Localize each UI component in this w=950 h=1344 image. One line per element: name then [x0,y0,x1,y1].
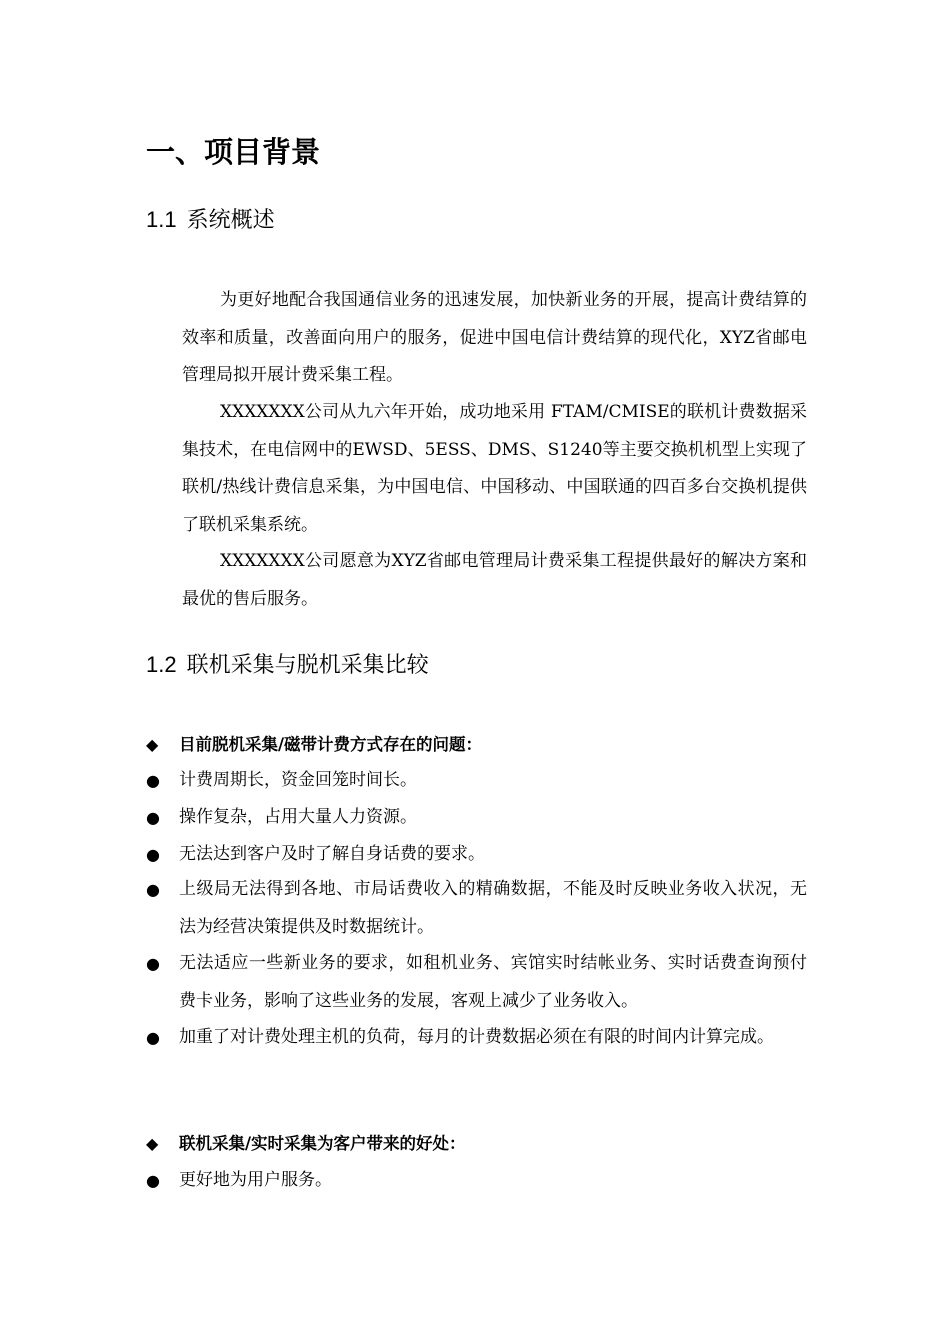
chapter-heading: 一、项目背景 [146,135,321,169]
list-item [146,871,807,946]
list-item [146,945,807,1020]
paragraph-overview-3: XXXXXXX公司愿意为XYZ省邮电管理局计费采集工程提供最好的解决方案和最优的售后服务。 [182,551,807,609]
problems-heading-text: 目前脱机采集/磁带计费方式存在的问题： [179,735,483,754]
problems-heading [146,730,482,760]
paragraph-overview-1: 为更好地配合我国通信业务的迅速发展，加快新业务的开展，提高计费结算的效率和质量，改善面向用户的服务，促进中国电信计费结算的现代化，XYZ省邮电管理局拟开展计费采集工程。 [182,290,807,385]
diamond-bullet-icon: ◆ [146,1134,159,1153]
dot-bullet-icon: ● [146,808,160,827]
list-item [146,1019,807,1057]
dot-bullet-icon: ● [146,954,160,973]
list-item-text: 操作复杂，占用大量人力资源。 [179,807,417,827]
paragraph-overview-2: XXXXXXX公司从九六年开始，成功地采用 FTAM/CMISE的联机计费数据采集技术，在电信网中的EWSD、5ESS、DMS、S1240等主要交换机机型上实现了联机/热线计费信息采集，为中国电信、中国移动、中国联通的四百多台交换机提供了联机采集系统。 [182,402,807,535]
list-item [146,762,807,800]
list-item-text: 上级局无法得到各地、市局话费收入的精确数据，不能及时反映业务收入状况，无法为经营决策提供及时数据统计。 [179,879,807,937]
dot-bullet-icon: ● [146,845,160,864]
list-item [146,799,807,837]
dot-bullet-icon: ● [146,880,160,899]
dot-bullet-icon: ● [146,1028,160,1047]
list-item [146,1162,807,1200]
dot-bullet-icon: ● [146,771,160,790]
section-title: 系统概述 [186,207,275,232]
section-heading-1-2 [146,650,429,680]
list-item-text: 更好地为用户服务。 [179,1170,332,1190]
section-number: 1.2 [146,652,177,677]
diamond-bullet-icon: ◆ [146,735,159,754]
list-item-text: 无法适应一些新业务的要求，如租机业务、宾馆实时结帐业务、实时话费查询预付费卡业务，影响了这些业务的发展，客观上减少了业务收入。 [179,953,807,1011]
list-item-text: 计费周期长，资金回笼时间长。 [179,770,417,790]
list-item-text: 无法达到客户及时了解自身话费的要求。 [179,844,485,864]
dot-bullet-icon: ● [146,1171,160,1190]
benefits-heading-text: 联机采集/实时采集为客户带来的好处： [179,1134,466,1153]
list-item [146,836,807,874]
section-number: 1.1 [146,207,177,232]
list-item-text: 加重了对计费处理主机的负荷，每月的计费数据必须在有限的时间内计算完成。 [179,1027,774,1047]
section-heading-1-1 [146,205,275,235]
benefits-heading [146,1129,466,1159]
section-title: 联机采集与脱机采集比较 [186,652,429,677]
